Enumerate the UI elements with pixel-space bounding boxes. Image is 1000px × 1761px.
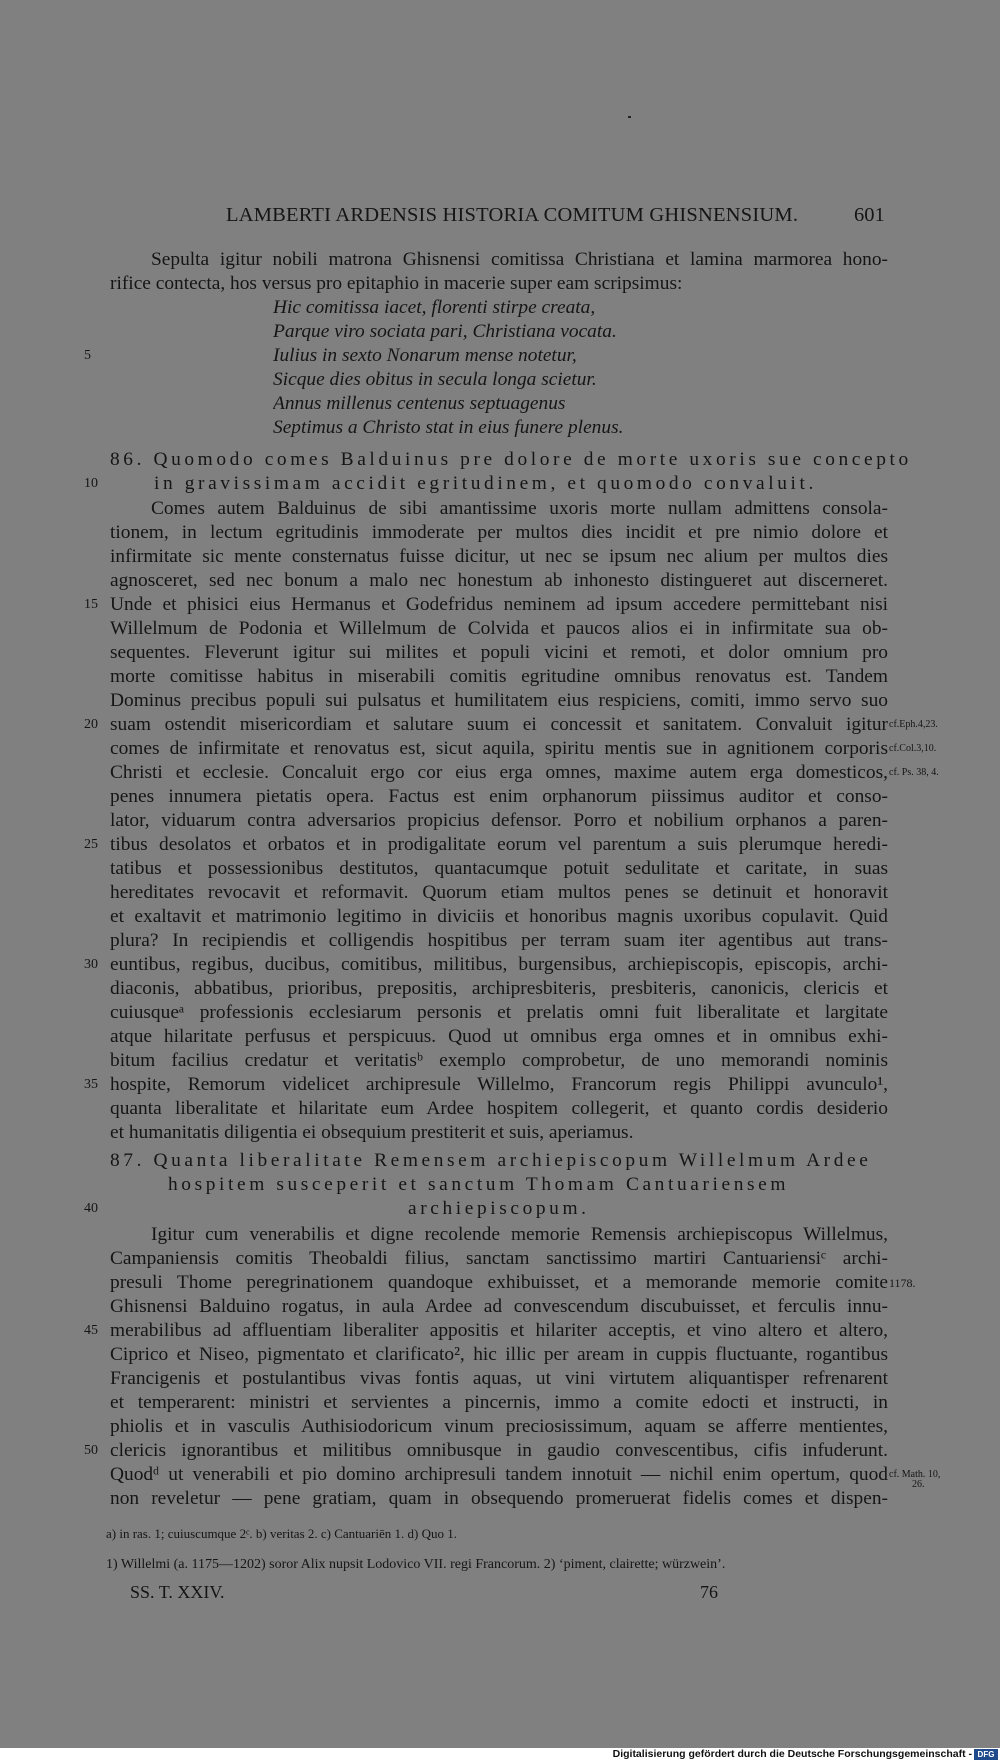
margin-year: 1178. xyxy=(889,1276,916,1290)
text-line: tatibus et possessionibus destitutos, quantacumque potuit sedulitate et caritate, in suas xyxy=(110,858,888,879)
text-line: non reveletur — pene gratiam, quam in obsequendo promeruerat fidelis comes et dispen- xyxy=(110,1488,888,1509)
dfg-logo: DFG xyxy=(974,1749,998,1760)
verse-line: Hic comitissa iacet, florenti stirpe creata, xyxy=(273,297,596,318)
text-line: infirmitate sic mente consternatus fuisse dicitur, ut nec se ipsum nec alium per multos dies xyxy=(110,546,888,567)
text-line: sequentes. Fleverunt igitur sui milites et populi vicini et remoti, et dolor omnium pro xyxy=(110,642,888,663)
text-line: agnosceret, sed nec bonum a malo nec honestum ab inhonesto distingueret aut discerneret. xyxy=(110,570,888,591)
text-line: presuli Thome peregrinationem quandoque exhibuisset, et a memorande memorie comite xyxy=(110,1272,888,1293)
verse-line: Sicque dies obitus in secula longa scietur. xyxy=(273,369,597,390)
text-line: Willelmum de Podonia et Willelmum de Colvida et paucos alios ei in infirmitate sua ob- xyxy=(110,618,888,639)
line-number: 50 xyxy=(84,1443,98,1458)
text-line: morte comitisse habitus in miserabili comitis egritudine omnibus renovatus est. Tandem xyxy=(110,666,888,687)
text-line: penes innumera pietatis opera. Factus est enim orphanorum piissimus auditor et conso- xyxy=(110,786,888,807)
line-number: 30 xyxy=(84,957,98,972)
text-line: bitum facilius credatur et veritatisᵇ exemplo comprobetur, de uno memorandi nominis xyxy=(110,1050,888,1071)
scan-speck xyxy=(628,116,631,118)
text-line: atque hilaritate perfusus et perspicuus. Quod ut omnibus erga omnes et in omnibus exhi- xyxy=(110,1026,888,1047)
text-line: phiolis et in vasculis Authisiodoricum vinum preciosissimum, aquam se afferre mentientes, xyxy=(110,1416,888,1437)
text-line: tibus desolatos et orbatos et in prodigalitate eorum vel parentum a suis plerumque heredi- xyxy=(110,834,888,855)
text-line: Francigenis et postulantibus vivas fontis aquas, ut vini virtutem aliquantisper refrenarent xyxy=(110,1368,888,1389)
line-number: 35 xyxy=(84,1077,98,1092)
text-line: Campaniensis comitis Theobaldi filius, sanctam sanctissimo martiri Cantuariensiᶜ archi- xyxy=(110,1248,888,1269)
funding-credit: Digitalisierung gefördert durch die Deutsche Forschungsgemeinschaft - xyxy=(612,1748,972,1760)
text-line: et humanitatis diligentia ei obsequium prestiterit et suis, aperiamus. xyxy=(110,1122,634,1143)
text-line: suam ostendit misericordiam et salutare suum ei concessit et sanitatem. Convaluit igitur xyxy=(110,714,888,735)
margin-reference: cf.Eph.4,23. xyxy=(889,719,938,730)
text-line: hereditates revocavit et reformavit. Quorum etiam multos penes se detinuit et honoravit xyxy=(110,882,888,903)
text-line: rifice contecta, hos versus pro epitaphio in macerie super eam scripsimus: xyxy=(110,273,683,294)
page-number: 601 xyxy=(854,204,885,226)
margin-reference: cf. Math. 10, xyxy=(889,1469,941,1480)
sheet-number: 76 xyxy=(700,1582,718,1602)
text-line: Comes autem Balduinus de sibi amantissime uxoris morte nullam admittens consola- xyxy=(151,498,888,519)
line-number: 40 xyxy=(84,1201,98,1216)
text-line: Igitur cum venerabilis et digne recolende memorie Remensis archiepiscopus Willelmus, xyxy=(151,1224,888,1245)
text-line: Sepulta igitur nobili matrona Ghisnensi comitissa Christiana et lamina marmorea hono- xyxy=(151,249,888,270)
digitization-footer xyxy=(0,1748,1000,1761)
text-line: hospite, Remorum videlicet archipresule Willelmo, Francorum regis Philippi avunculo¹, xyxy=(110,1074,888,1095)
margin-reference: 26. xyxy=(912,1479,925,1490)
text-line: Ciprico et Niseo, pigmentato et clarificato², hic illic per aream in cuppis fluctuante, rogantibus xyxy=(110,1344,888,1365)
verse-line: Iulius in sexto Nonarum mense notetur, xyxy=(273,345,577,366)
variant-apparatus: a) in ras. 1; cuiuscumque 2ᶜ. b) veritas 2. c) Cantuariēn 1. d) Quo 1. xyxy=(106,1526,457,1541)
text-line: lator, viduarum contra adversarios propicius defensor. Porro et nobilium orphanos a paren- xyxy=(110,810,888,831)
line-number: 10 xyxy=(84,476,98,491)
chapter-heading: in gravissimam accidit egritudinem, et quomodo convaluit. xyxy=(154,473,817,494)
footnote: 1) Willelmi (a. 1175—1202) soror Alix nupsit Lodovico VII. regi Francorum. 2) ‘piment, clairette; würzwein’. xyxy=(106,1557,726,1572)
text-line: tionem, in lectum egritudinis immoderate per multos dies incidit et pre nimio dolore et xyxy=(110,522,888,543)
text-line: et temperarent: ministri et servientes a pincernis, immo a comite edocti et instructi, in xyxy=(110,1392,888,1413)
text-line: Dominus precibus populi sui pulsatus et humilitatem eius respiciens, comiti, immo servo suo xyxy=(110,690,888,711)
text-line: clericis ignorantibus et militibus omnibusque in gaudio convescentibus, cifis infuderunt. xyxy=(110,1440,888,1461)
volume-signature: SS. T. XXIV. xyxy=(130,1582,225,1602)
verse-line: Annus millenus centenus septuagenus xyxy=(273,393,566,414)
margin-reference: cf. Ps. 38, 4. xyxy=(889,767,939,778)
text-line: Christi et ecclesie. Concaluit ergo cor eius erga omnes, maxime autem erga domesticos, xyxy=(110,762,888,783)
verse-line: Septimus a Christo stat in eius funere plenus. xyxy=(273,417,624,438)
text-line: plura? In recipiendis et colligendis hospitibus per terram suam iter agentibus aut trans- xyxy=(110,930,888,951)
chapter-heading: 87. Quanta liberalitate Remensem archiepiscopum Willelmum Ardee xyxy=(110,1150,872,1171)
text-line: diaconis, abbatibus, prioribus, prepositis, archipresbiteris, presbiteris, canonicis, clericis et xyxy=(110,978,888,999)
line-number: 15 xyxy=(84,597,98,612)
text-line: Unde et phisici eius Hermanus et Godefridus neminem ad ipsum accedere permittebant nisi xyxy=(110,594,888,615)
line-number: 20 xyxy=(84,717,98,732)
text-line: cuiusqueᵃ professionis ecclesiarum personis et prelatis omni fuit liberalitate et largitate xyxy=(110,1002,888,1023)
verse-line: Parque viro sociata pari, Christiana vocata. xyxy=(273,321,617,342)
line-number: 25 xyxy=(84,837,98,852)
text-line: et exaltavit et matrimonio legitimo in diviciis et honoribus magnis uxoribus copulavit. Quid xyxy=(110,906,888,927)
text-line: quanta liberalitate et hilaritate eum Ardee hospitem collegerit, et quanto cordis desiderio xyxy=(110,1098,888,1119)
chapter-heading: 86. Quomodo comes Balduinus pre dolore de morte uxoris sue concepto xyxy=(110,449,912,470)
chapter-heading: hospitem susceperit et sanctum Thomam Cantuariensem xyxy=(168,1174,790,1195)
text-line: comes de infirmitate et renovatus est, sicut aquila, spiritu mentis sue in agnitionem corporis xyxy=(110,738,888,759)
text-line: Ghisnensi Balduino rogatus, in aula Ardee ad convescendum discubuisset, et ferculis innu- xyxy=(110,1296,888,1317)
chapter-heading: archiepiscopum. xyxy=(408,1198,590,1219)
line-number: 5 xyxy=(84,348,91,363)
line-number: 45 xyxy=(84,1323,98,1338)
running-header xyxy=(0,204,1000,232)
page-title: LAMBERTI ARDENSIS HISTORIA COMITUM GHISNENSIUM. xyxy=(226,204,799,226)
margin-reference: cf.Col.3,10. xyxy=(889,743,937,754)
text-line: merabilibus ad affluentiam liberaliter appositis et hilariter acceptis, et vino altero et altero, xyxy=(110,1320,888,1341)
text-line: euntibus, regibus, ducibus, comitibus, militibus, burgensibus, archiepiscopis, episcopis, archi- xyxy=(110,954,888,975)
text-line: Quodᵈ ut venerabili et pio domino archipresuli tandem innotuit — nichil enim opertum, quod xyxy=(110,1464,888,1485)
